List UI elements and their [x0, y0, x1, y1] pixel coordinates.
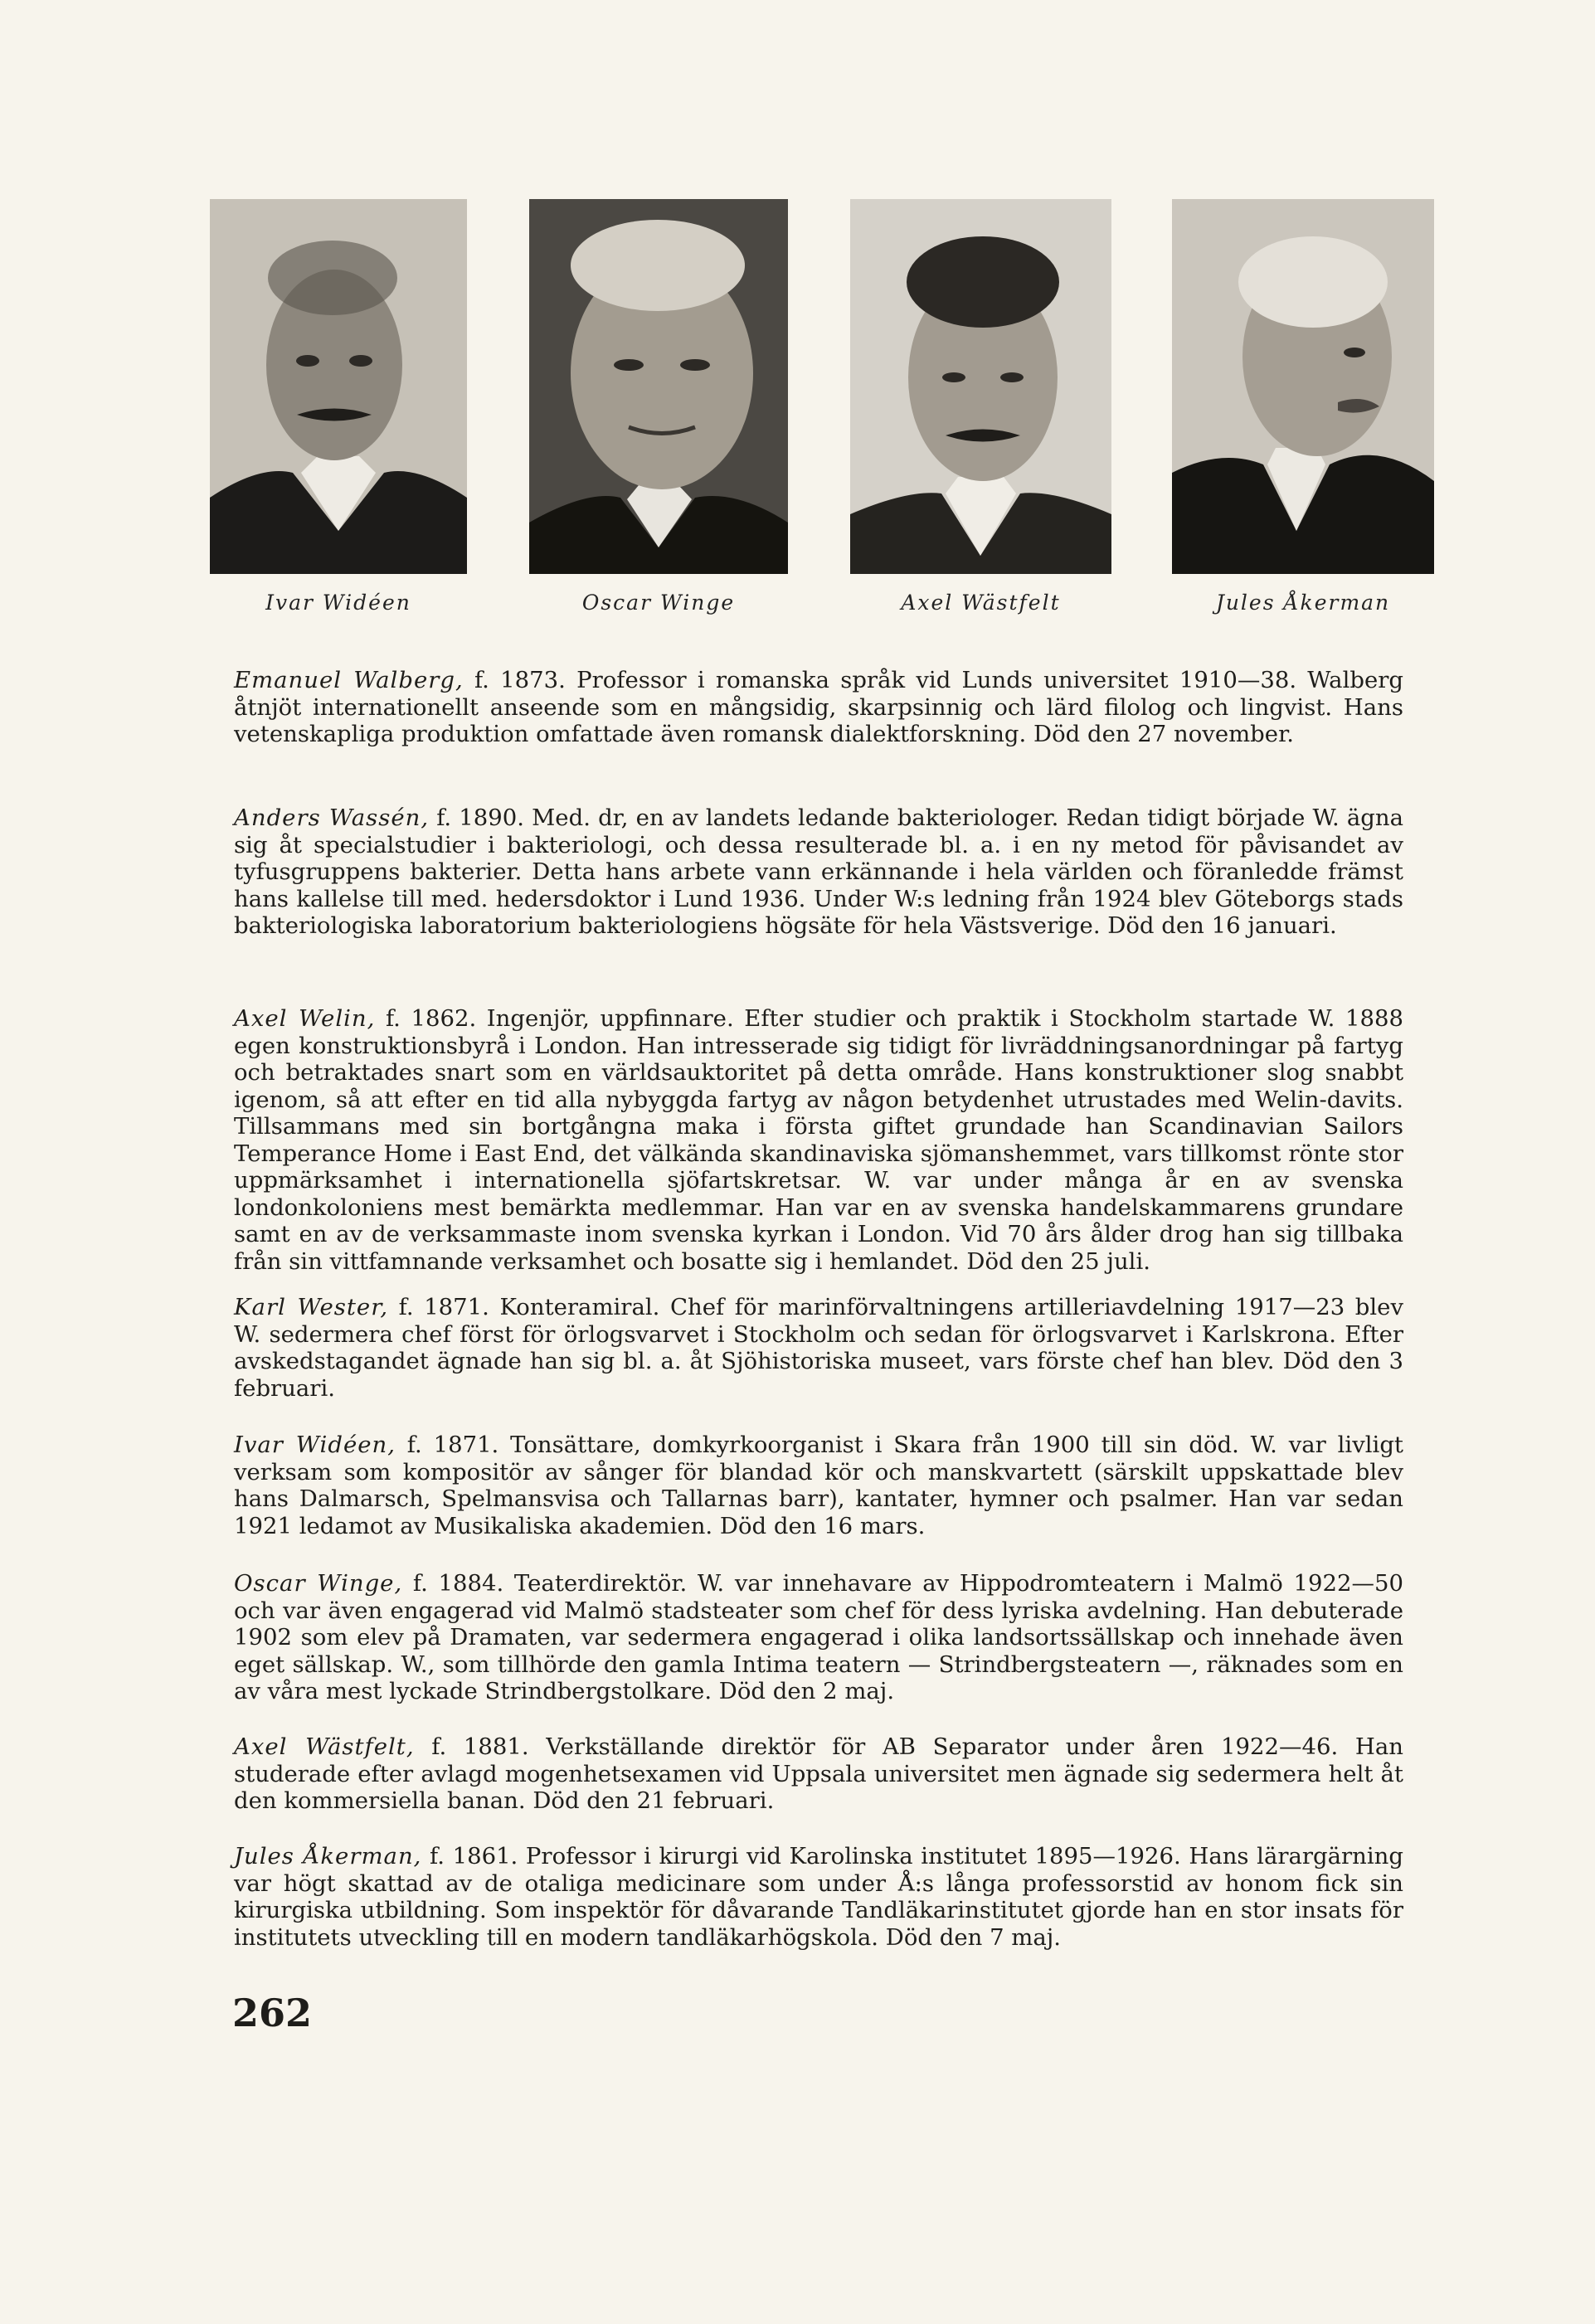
entry-text: f. 1873. Professor i romanska språk vid Lunds universitet 1910—38. Walberg åtnjöt internationellt anseende som en mångsidig, skarpsinnig och lärd filolog och lingvist. Hans vetenskapliga produktion omfattade även romansk dialektforskning. Död den 27 november. [234, 667, 1404, 747]
biography-entry [234, 1570, 1403, 1705]
entry-name: Ivar Widéen, [234, 1432, 396, 1458]
entry-name: Jules Åkerman, [234, 1843, 422, 1869]
page-number: 262 [232, 1991, 313, 2035]
entry-name: Emanuel Walberg, [234, 667, 464, 693]
biography-entry [234, 805, 1403, 940]
biography-entry [234, 1432, 1403, 1539]
entry-text: f. 1884. Teaterdirektör. W. var innehavare av Hippodromteatern i Malmö 1922—50 och var även engagerad vid Malmö stadsteater som chef för dess lyriska avdelning. Han debuterade 1902 som elev på Dramaten, var sedermera engagerad i olika landsortssällskap och innehade även eget sällskap. W., som tillhörde den gamla Intima teatern — Strindbergsteatern —, räknades som en av våra mest lyckade Strindbergstolkare. Död den 2 maj. [234, 1570, 1403, 1704]
entry-name: Axel Welin, [234, 1005, 376, 1032]
entry-text: f. 1861. Professor i kirurgi vid Karolinska institutet 1895—1926. Hans lärargärning var högt skattad av de otaliga medicinare som under Å:s långa professorstid av honom fick sin kirurgiska utbildning. Som inspektör för dåvarande Tandläkarinstitutet gjorde han en stor insats för institutets utveckling till en modern tandläkarhögskola. Död den 7 maj. [234, 1843, 1403, 1951]
biography-entry [234, 667, 1403, 748]
portrait-photo-oscar-winge [529, 199, 788, 574]
entry-text: f. 1871. Tonsättare, domkyrkoorganist i Skara från 1900 till sin död. W. var livligt verksam som kompositör av sånger för blandad kör och manskvartett (särskilt uppskattade blev hans Dalmarsch, Spelmansvisa och Tallarnas barr), kantater, hymner och psalmer. Han var sedan 1921 ledamot av Musikaliska akademien. Död den 16 mars. [234, 1432, 1403, 1539]
portrait-photo-jules-akerman [1172, 199, 1434, 574]
biography-entry [234, 1294, 1403, 1402]
portrait-caption: Axel Wästfelt [901, 591, 1061, 615]
portrait-caption: Ivar Widéen [265, 591, 411, 615]
portrait-photo-axel-wastfelt [850, 199, 1111, 574]
entry-text: f. 1890. Med. dr, en av landets ledande bakteriologer. Redan tidigt började W. ägna sig åt specialstudier i bakteriologi, och dessa resulterade bl. a. i en ny metod för påvisandet av tyfusgruppens bakterier. Detta hans arbete vann erkännande i hela världen och föranledde främst hans kallelse till med. hedersdoktor i Lund 1936. Under W:s ledning från 1924 blev Göteborgs stads bakteriologiska laboratorium bakteriologiens högsäte för hela Västsverige. Död den 16 januari. [234, 805, 1403, 939]
entry-name: Karl Wester, [234, 1294, 389, 1320]
biography-entry [234, 1843, 1403, 1951]
entry-text: f. 1862. Ingenjör, uppfinnare. Efter studier och praktik i Stockholm startade W. 1888 egen konstruktionsbyrå i London. Han intresserade sig tidigt för livräddningsanordningar på fartyg och betraktades snart som en världsauktoritet på detta område. Hans konstruktioner slog snabbt igenom, så att efter en tid alla nybyggda fartyg av någon betydenhet utrustades med Welin-davits. Tillsammans med sin bortgångna maka i första giftet grundade han Scandinavian Sailors Temperance Home i East End, det välkända skandinaviska sjömanshemmet, vars tillkomst rönte stor uppmärksamhet i internationella sjöfartskretsar. W. var under många år en av svenska londonkoloniens mest bemärkta medlemmar. Han var en av svenska handelskammarens grundare samt en av de verksammaste inom svenska kyrkan i London. Vid 70 års ålder drog han sig tillbaka från sin vittfamnande verksamhet och bosatte sig i hemlandet. Död den 25 juli. [234, 1005, 1403, 1275]
entry-name: Anders Wassén, [234, 805, 430, 831]
portrait-caption: Oscar Winge [581, 591, 736, 615]
portrait-caption: Jules Åkerman [1215, 591, 1391, 615]
entry-text: f. 1871. Konteramiral. Chef för marinförvaltningens artilleriavdelning 1917—23 blev W. sedermera chef först för örlogsvarvet i Stockholm och sedan för örlogsvarvet i Karlskrona. Efter avskedstagandet ägnade han sig bl. a. åt Sjöhistoriska museet, vars förste chef han blev. Död den 3 februari. [234, 1294, 1403, 1402]
entry-name: Oscar Winge, [234, 1570, 403, 1597]
portrait-photo-ivar-wideen [210, 199, 467, 574]
entry-name: Axel Wästfelt, [234, 1733, 415, 1760]
biography-entry [234, 1733, 1403, 1815]
entry-text: f. 1881. Verkställande direktör för AB Separator under åren 1922—46. Han studerade efter avlagd mogenhetsexamen vid Uppsala universitet men ägnade sig sedermera helt åt den kommersiella banan. Död den 21 februari. [234, 1733, 1404, 1814]
biography-entry [234, 1005, 1403, 1275]
